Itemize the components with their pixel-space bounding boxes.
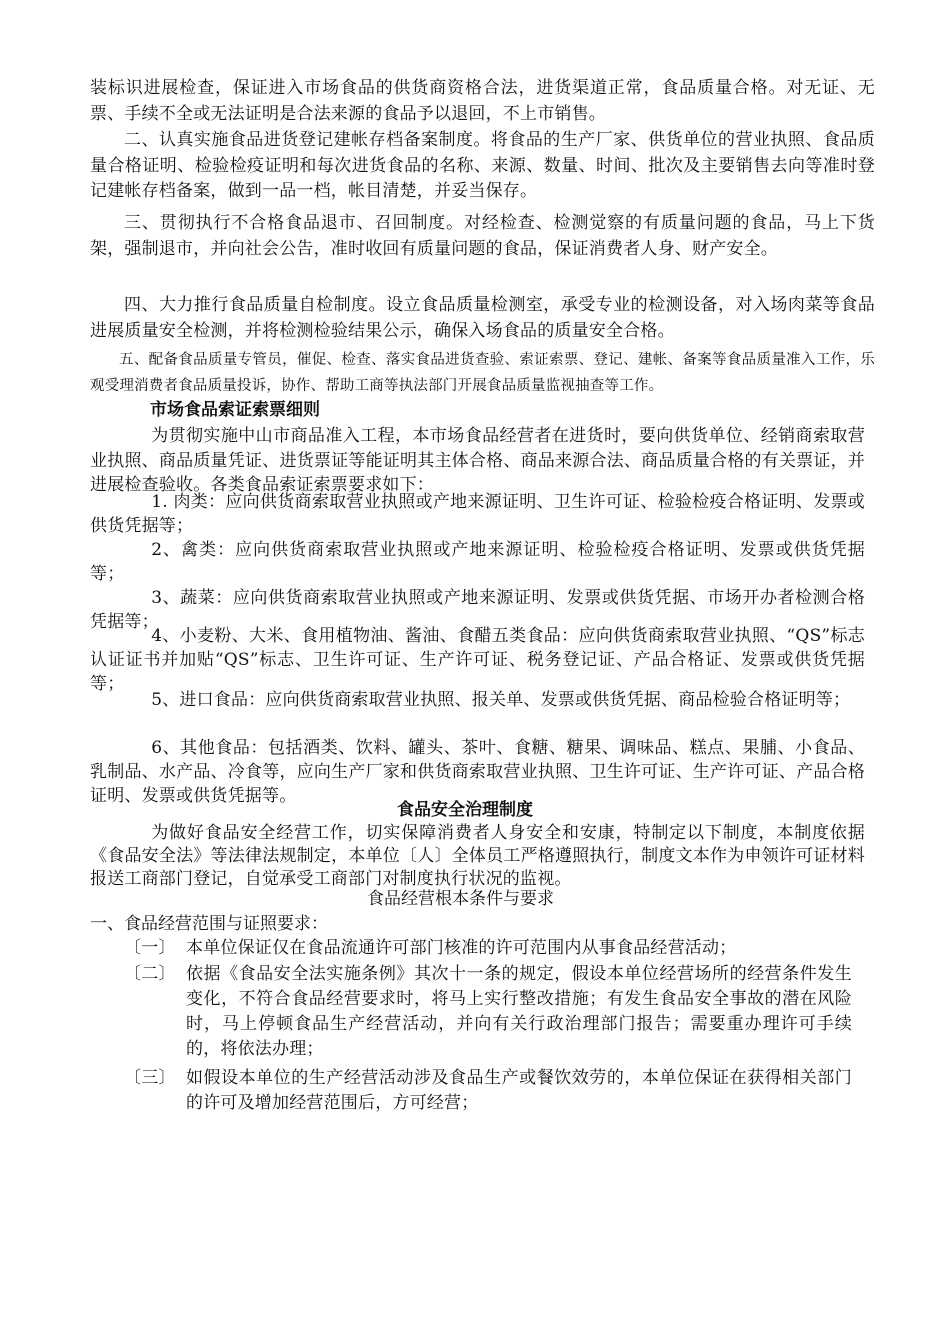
clause-item <box>124 936 852 961</box>
clause-text: 依据《食品安全法实施条例》其次十一条的规定，假设本单位经营场所的经营条件发生变化，不符合食品经营要求时，将马上实行整改措施；有发生食品安全事故的潜在风险时，马上停顿食品生产经营活动，并向有关行政治理部门报告；需要重办理许可手续的，将依法办理； <box>186 964 852 1059</box>
clause-item <box>124 962 852 1062</box>
clause-number: 〔一〕 <box>124 938 176 958</box>
section-title-safety-management: 食品安全治理制度 <box>397 800 533 820</box>
paragraph-inspection: 装标识进展检查，保证进入市场食品的供货商资格合法，进货渠道正常，食品质量合格。对无证、无票、手续不全或无法证明是合法来源的食品予以退回，不上市销售。 <box>90 78 875 124</box>
list-item-vegetables: 3、蔬菜：应向供货商索取营业执照或产地来源证明、发票或供货凭据、市场开办者检测合格凭据等； <box>90 588 865 632</box>
section-intro-safety-management: 为做好食品安全经营工作，切实保障消费者人身安全和安康，特制定以下制度，本制度依据《食品安全法》等法律法规制定，本单位〔人〕全体员工严格遵照执行，制度文本作为申领许可证材料报送工商部门登记，自觉承受工商部门对制度执行状况的监视。 <box>90 823 865 889</box>
list-item-grain-oil: 4、小麦粉、大米、食用植物油、酱油、食醋五类食品：应向供货商索取营业执照、“QS”标志认证证书并加贴“QS”标志、卫生许可证、生产许可证、税务登记证、产品合格证、发票或供货凭据等； <box>90 626 865 694</box>
paragraph-quality-officer: 五、配备食品质量专管员，催促、检查、落实食品进货查验、索证索票、登记、建帐、备案等食品质量准入工作，乐观受理消费者食品质量投诉，协作、帮助工商等执法部门开展食品质量监视抽查等工作。 <box>90 352 875 394</box>
clause-text: 本单位保证仅在食品流通许可部门核准的许可范围内从事食品经营活动； <box>186 938 737 958</box>
list-item-meat: 1. 肉类：应向供货商索取营业执照或产地来源证明、卫生许可证、检验检疫合格证明、发票或供货凭据等； <box>90 492 865 536</box>
heading-scope-licenses: 一、食品经营范围与证照要求： <box>90 914 328 934</box>
section-intro-ticket-rules: 为贯彻实施中山市商品准入工程，本市场食品经营者在进货时，要向供货单位、经销商索取营业执照、商品质量凭证、进货票证等能证明其主体合格、商品来源合法、商品质量合格的有关票证，并进展检查验收。各类食品索证索票要求如下： <box>90 426 865 495</box>
paragraph-recall: 三、贯彻执行不合格食品退市、召回制度。对经检查、检测觉察的有质量问题的食品，马上下货架，强制退市，并向社会公告，准时收回有质量问题的食品，保证消费者人身、财产安全。 <box>90 213 875 259</box>
list-item-poultry: 2、禽类：应向供货商索取营业执照或产地来源证明、检验检疫合格证明、发票或供货凭据等； <box>90 540 865 584</box>
clause-number: 〔二〕 <box>124 964 176 984</box>
section-title-ticket-rules: 市场食品索证索票细则 <box>150 400 320 420</box>
list-item-other: 6、其他食品：包括酒类、饮料、罐头、茶叶、食糖、糖果、调味品、糕点、果脯、小食品、乳制品、水产品、冷食等，应向生产厂家和供货商索取营业执照、卫生许可证、生产许可证、产品合格证明、发票或供货凭据等。 <box>90 738 865 806</box>
clause-text: 如假设本单位的生产经营活动涉及食品生产或餐饮效劳的，本单位保证在获得相关部门的许可及增加经营范围后，方可经营； <box>186 1068 852 1113</box>
clause-item <box>124 1066 852 1116</box>
paragraph-registration: 二、认真实施食品进货登记建帐存档备案制度。将食品的生产厂家、供货单位的营业执照、食品质量合格证明、检验检疫证明和每次进货食品的名称、来源、数量、时间、批次及主要销售去向等准时登记建帐存档备案，做到一品一档，帐目清楚，并妥当保存。 <box>90 130 875 201</box>
paragraph-self-inspection: 四、大力推行食品质量自检制度。设立食品质量检测室，承受专业的检测设备，对入场肉菜等食品进展质量安全检测，并将检测检验结果公示，确保入场食品的质量安全合格。 <box>90 295 875 341</box>
list-item-imported: 5、进口食品：应向供货商索取营业执照、报关单、发票或供货凭据、商品检验合格证明等； <box>151 690 851 710</box>
subsection-title-basic-conditions: 食品经营根本条件与要求 <box>367 889 554 909</box>
clause-number: 〔三〕 <box>124 1068 176 1088</box>
